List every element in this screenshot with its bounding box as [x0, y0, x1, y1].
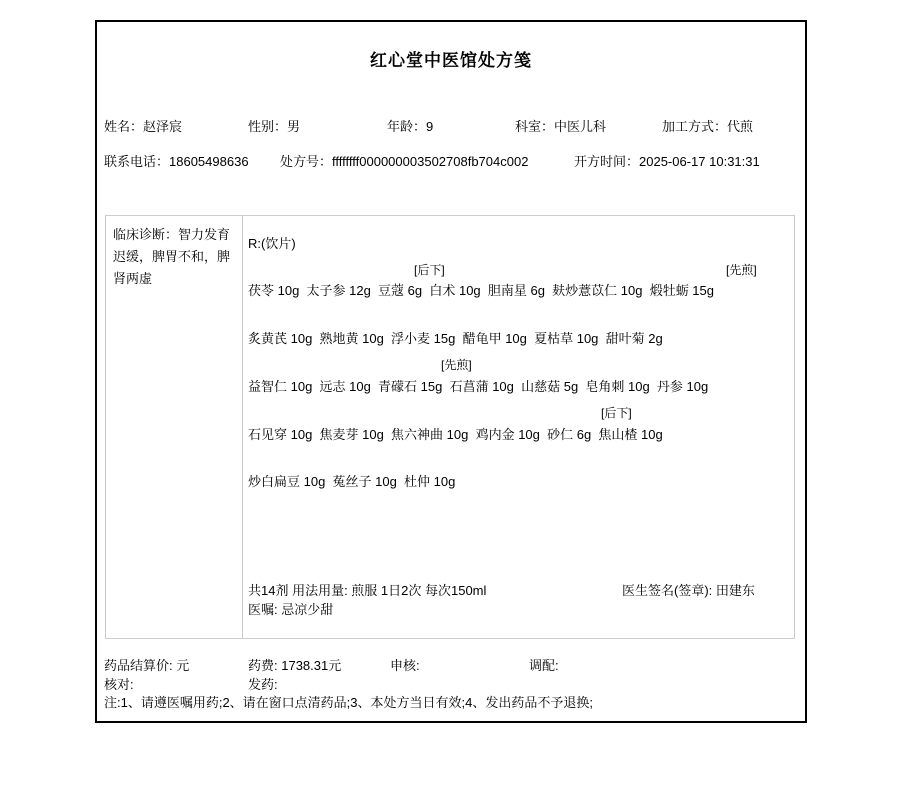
issue-time-label: 开方时间：	[574, 154, 640, 169]
issue-time-field	[574, 151, 760, 170]
drug-fee-value: 1738.31元	[281, 658, 342, 673]
doctor-signature-field	[622, 580, 755, 599]
prepare-label: 调配:	[529, 658, 559, 673]
dosage-line: 共14剂 用法用量: 煎服 1日2次 每次150ml	[248, 583, 487, 598]
prescription-sheet	[95, 20, 807, 723]
patient-gender-label: 性别：	[248, 119, 288, 134]
patient-department-field	[515, 116, 606, 135]
rx-number-label: 处方号：	[280, 154, 333, 169]
settlement-price-value: 元	[176, 658, 190, 673]
patient-name-value: 赵泽宸	[143, 119, 183, 134]
patient-department-value: 中医儿科	[554, 119, 607, 134]
herb-line-5: 炒白扁豆 10g 菟丝子 10g 杜仲 10g	[248, 474, 456, 489]
herb-line-1: 茯苓 10g 太子参 12g 豆蔻 6g 白术 10g 胆南星 6g 麸炒薏苡仁 10g 煅牡蛎 15g	[248, 283, 714, 298]
decoction-note-xianjian-1: [先煎]	[726, 263, 757, 277]
review-field	[390, 655, 420, 674]
rx-content	[244, 216, 794, 638]
processing-method-value: 代煎	[727, 119, 754, 134]
patient-age-field	[387, 116, 433, 135]
patient-age-value: 9	[426, 119, 434, 134]
dispense-label: 发药:	[248, 677, 278, 692]
doctor-signature-name: 田建东	[715, 583, 755, 598]
patient-gender-field	[248, 116, 300, 135]
drug-fee-label: 药费:	[248, 658, 282, 673]
rx-header: R:(饮片)	[248, 236, 296, 251]
issue-time-value: 2025-06-17 10:31:31	[639, 154, 760, 169]
drug-fee-field	[248, 655, 341, 674]
patient-department-label: 科室：	[515, 119, 555, 134]
medical-advice: 医嘱: 忌凉少甜	[248, 602, 334, 617]
prepare-field	[529, 655, 559, 674]
doctor-signature-label: 医生签名(签章):	[622, 583, 716, 598]
patient-gender-value: 男	[287, 119, 301, 134]
settlement-price-label: 药品结算价:	[104, 658, 177, 673]
processing-method-label: 加工方式：	[662, 119, 728, 134]
processing-method-field	[662, 116, 753, 135]
decoction-note-houxia-1: [后下]	[414, 263, 445, 277]
phone-field	[104, 151, 249, 170]
decoction-note-houxia-2: [后下]	[601, 406, 632, 420]
herb-line-2: 炙黄芪 10g 熟地黄 10g 浮小麦 15g 醋龟甲 10g 夏枯草 10g 甜叶菊 2g	[248, 331, 663, 346]
footer-note: 注:1、请遵医嘱用药;2、请在窗口点清药品;3、本处方当日有效;4、发出药品不予退换;	[104, 695, 593, 710]
settlement-price-field	[104, 655, 189, 674]
page-title: 红心堂中医馆处方笺	[370, 51, 532, 70]
check-field	[104, 674, 134, 693]
clinical-diagnosis: 临床诊断：智力发育迟缓，脾胃不和，脾肾两虚	[106, 216, 243, 638]
dispense-field	[248, 674, 278, 693]
check-label: 核对:	[104, 677, 134, 692]
phone-value: 18605498636	[169, 154, 249, 169]
patient-name-field	[104, 116, 182, 135]
decoction-note-xianjian-2: [先煎]	[441, 358, 472, 372]
review-label: 申核:	[390, 658, 420, 673]
herb-line-3: 益智仁 10g 远志 10g 青礞石 15g 石菖蒲 10g 山慈菇 5g 皂角刺 10g 丹参 10g	[248, 379, 709, 394]
rx-number-value: ffffffff000000003502708fb704c002	[332, 154, 529, 169]
patient-age-label: 年龄：	[387, 119, 427, 134]
phone-label: 联系电话：	[104, 154, 170, 169]
herb-line-4: 石见穿 10g 焦麦芽 10g 焦六神曲 10g 鸡内金 10g 砂仁 6g 焦山楂 10g	[248, 427, 663, 442]
rx-number-field	[280, 151, 528, 170]
prescription-body-box	[105, 215, 795, 639]
patient-name-label: 姓名：	[104, 119, 144, 134]
